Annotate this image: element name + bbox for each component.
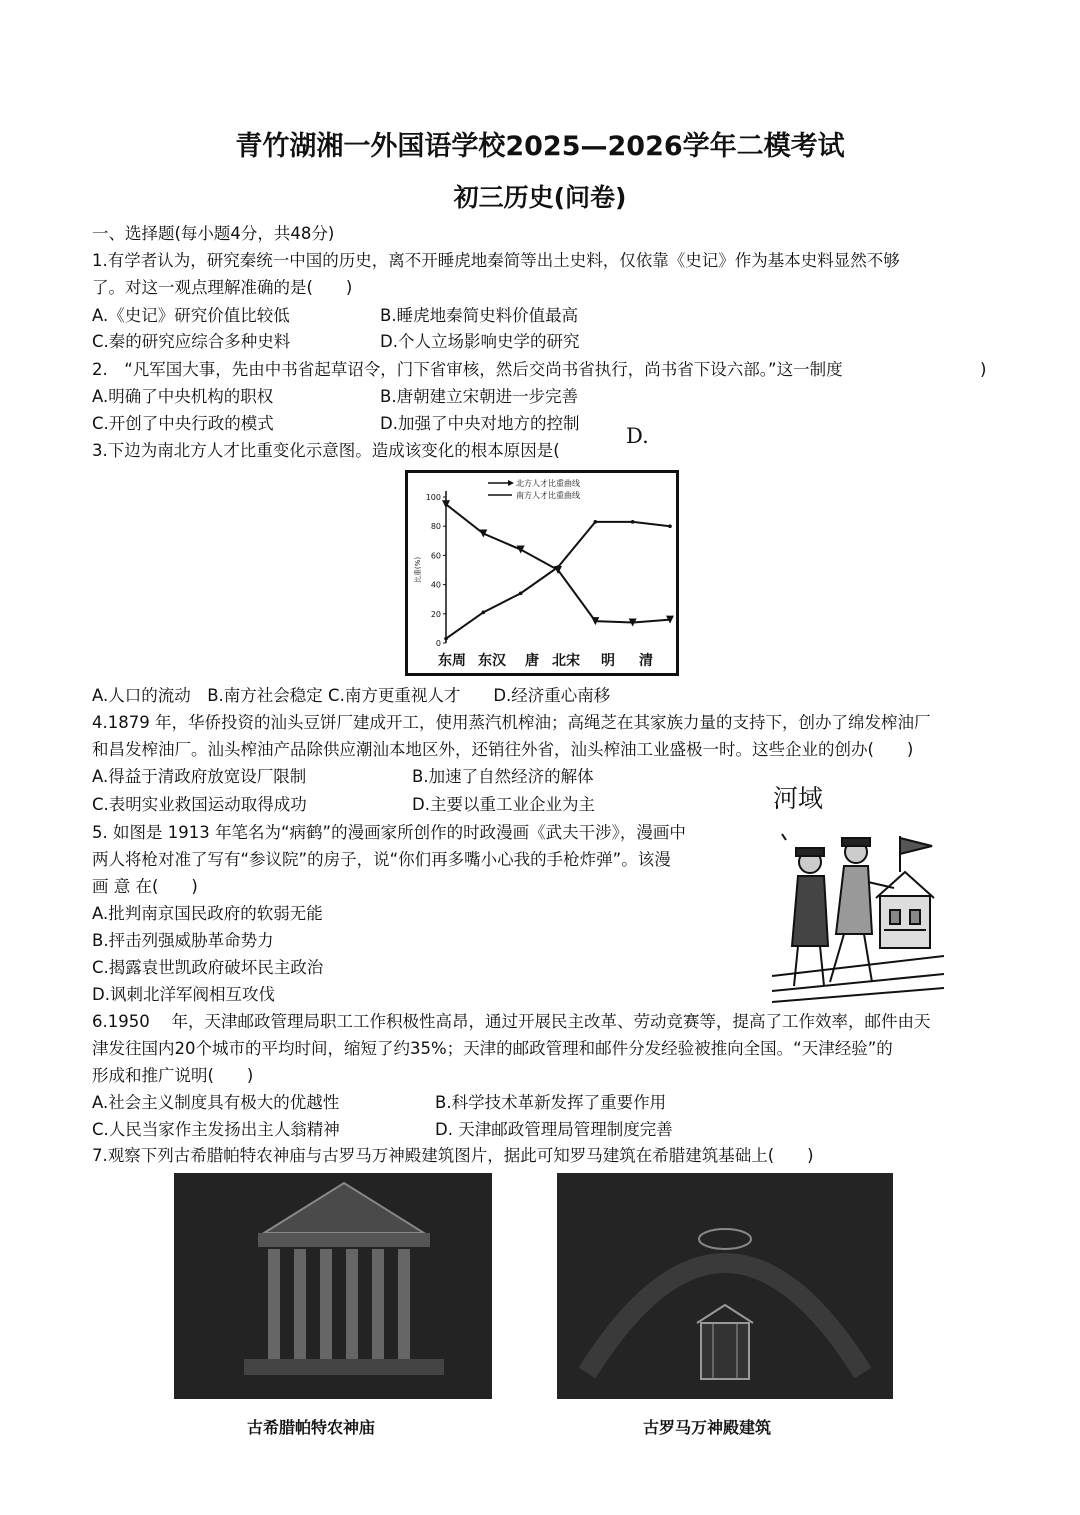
section-heading: 一、选择题(每小题4分，共48分) xyxy=(92,224,335,243)
q3-options: A.人口的流动 B.南方社会稳定 C.南方更重视人才 D.经济重心南移 xyxy=(92,686,611,705)
south-data-point xyxy=(482,611,486,615)
y-tick-label: 60 xyxy=(430,551,441,561)
q1-option-c: C.秦的研究应综合多种史料 xyxy=(92,332,291,351)
caption-parthenon: 古希腊帕特农神庙 xyxy=(247,1418,376,1437)
q1-stem-line2: 了。对这一观点理解准确的是( ) xyxy=(92,278,353,297)
south-data-point xyxy=(631,520,635,524)
q1-option-a: A.《史记》研究价值比较低 xyxy=(92,306,290,325)
q6-stem-line3: 形成和推广说明( ) xyxy=(92,1066,254,1085)
cartoon-illustration xyxy=(772,826,944,1004)
x-tick-label: 东汉 xyxy=(478,653,506,669)
x-tick-label: 东周 xyxy=(438,653,466,669)
q6-stem-line2: 津发往国内20个城市的平均时间，缩短了约35%；天津的邮政管理和邮件分发经验被推向全国。“天津经验”的 xyxy=(92,1039,893,1058)
q4-option-d: D.主要以重工业企业为主 xyxy=(412,795,595,814)
q4-option-c: C.表明实业救国运动取得成功 xyxy=(92,795,307,814)
y-tick-label: 20 xyxy=(430,609,441,619)
q6-option-a: A.社会主义制度具有极大的优越性 xyxy=(92,1093,340,1112)
parthenon-photo xyxy=(174,1173,492,1399)
q4-stem-line1: 4.1879 年，华侨投资的汕头豆饼厂建成开工，使用蒸汽机榨油；高绳芝在其家族力量的支持下，创办了绵发榨油厂 xyxy=(92,713,931,732)
pantheon-photo xyxy=(557,1173,893,1399)
x-tick-label: 北宋 xyxy=(552,653,580,669)
q2-option-b: B.唐朝建立宋朝进一步完善 xyxy=(380,387,579,406)
y-axis-label: 比重(%) xyxy=(414,556,422,584)
margin-note: 河域 xyxy=(773,784,824,813)
x-tick-label: 唐 xyxy=(525,653,539,669)
q1-option-b: B.睡虎地秦简史料价值最高 xyxy=(380,306,579,325)
south-data-point xyxy=(668,524,672,528)
q5-option-a: A.批判南京国民政府的软弱无能 xyxy=(92,904,323,923)
q3-stem: 3.下边为南北方人才比重变化示意图。造成该变化的根本原因是( xyxy=(92,441,560,460)
q2-paren: ) xyxy=(980,360,987,379)
q5-stem-line2: 两人将枪对准了写有“参议院”的房子，说“你们再多嘴小心我的手枪炸弹”。该漫 xyxy=(92,850,671,869)
q2-option-d: D.加强了中央对地方的控制 xyxy=(380,414,580,433)
north-data-point xyxy=(517,546,525,554)
q5-stem-line3: 画 意 在( ) xyxy=(92,877,198,896)
legend-label-south: 南方人才比重曲线 xyxy=(516,491,580,500)
q2-option-c: C.开创了中央行政的模式 xyxy=(92,414,274,433)
q5-stem-line1: 5. 如图是 1913 年笔名为“病鹤”的漫画家所创作的时政漫画《武夫干涉》，漫画中 xyxy=(92,823,686,842)
x-tick-label: 明 xyxy=(601,653,615,669)
y-tick-label: 0 xyxy=(435,639,441,648)
caption-pantheon: 古罗马万神殿建筑 xyxy=(643,1418,772,1437)
q5-option-d: D.讽刺北洋军阀相互攻伐 xyxy=(92,985,275,1004)
q6-stem-line1: 6.1950 年，天津邮政管理局职工工作积极性高昂，通过开展民主改革、劳动竞赛等，提高了工作效率，邮件由天 xyxy=(92,1012,931,1031)
q5-option-b: B.抨击列强威胁革命势力 xyxy=(92,931,274,950)
q2-stem: 2. “凡军国大事，先由中书省起草诏令，门下省审核，然后交尚书省执行，尚书省下设六部。”这一制度 xyxy=(92,360,843,379)
exam-subtitle: 初三历史(问卷) xyxy=(453,183,627,212)
south-data-point xyxy=(556,565,560,569)
q7-stem: 7.观察下列古希腊帕特农神庙与古罗马万神殿建筑图片，据此可知罗马建筑在希腊建筑基础上( ) xyxy=(92,1146,814,1165)
q4-stem-line2: 和昌发榨油厂。汕头榨油产品除供应潮汕本地区外，还销往外省，汕头榨油工业盛极一时。这些企业的创办( ) xyxy=(92,740,914,759)
x-tick-label: 清 xyxy=(639,653,653,669)
exam-title: 青竹湖湘一外国语学校2025—2026学年二模考试 xyxy=(235,131,845,162)
talent-ratio-chart-svg xyxy=(408,473,676,673)
legend-marker-north xyxy=(508,480,514,486)
north-data-point xyxy=(479,530,487,538)
q5-option-c: C.揭露袁世凯政府破坏民主政治 xyxy=(92,958,324,977)
legend-label-north: 北方人才比重曲线 xyxy=(516,479,580,488)
q1-stem-line1: 1.有学者认为，研究秦统一中国的历史，离不开睡虎地秦简等出土史料，仅依靠《史记》作为基本史料显然不够 xyxy=(92,251,900,270)
y-tick-label: 40 xyxy=(430,580,441,590)
q6-option-d: D. 天津邮政管理局管理制度完善 xyxy=(435,1120,673,1139)
stray-mark-d: D. xyxy=(626,424,649,448)
south-data-point xyxy=(519,592,523,596)
south-data-point xyxy=(444,637,448,641)
y-tick-label: 100 xyxy=(425,493,441,502)
series-line-south xyxy=(446,522,670,639)
talent-ratio-chart xyxy=(405,470,679,676)
q1-option-d: D.个人立场影响史学的研究 xyxy=(380,332,580,351)
q6-option-c: C.人民当家作主发扬出主人翁精神 xyxy=(92,1120,340,1139)
q6-option-b: B.科学技术革新发挥了重要作用 xyxy=(435,1093,667,1112)
south-data-point xyxy=(594,520,598,524)
q4-option-b: B.加速了自然经济的解体 xyxy=(412,767,594,786)
q2-option-a: A.明确了中央机构的职权 xyxy=(92,387,274,406)
q4-option-a: A.得益于清政府放宽设厂限制 xyxy=(92,767,307,786)
y-tick-label: 80 xyxy=(430,522,441,532)
